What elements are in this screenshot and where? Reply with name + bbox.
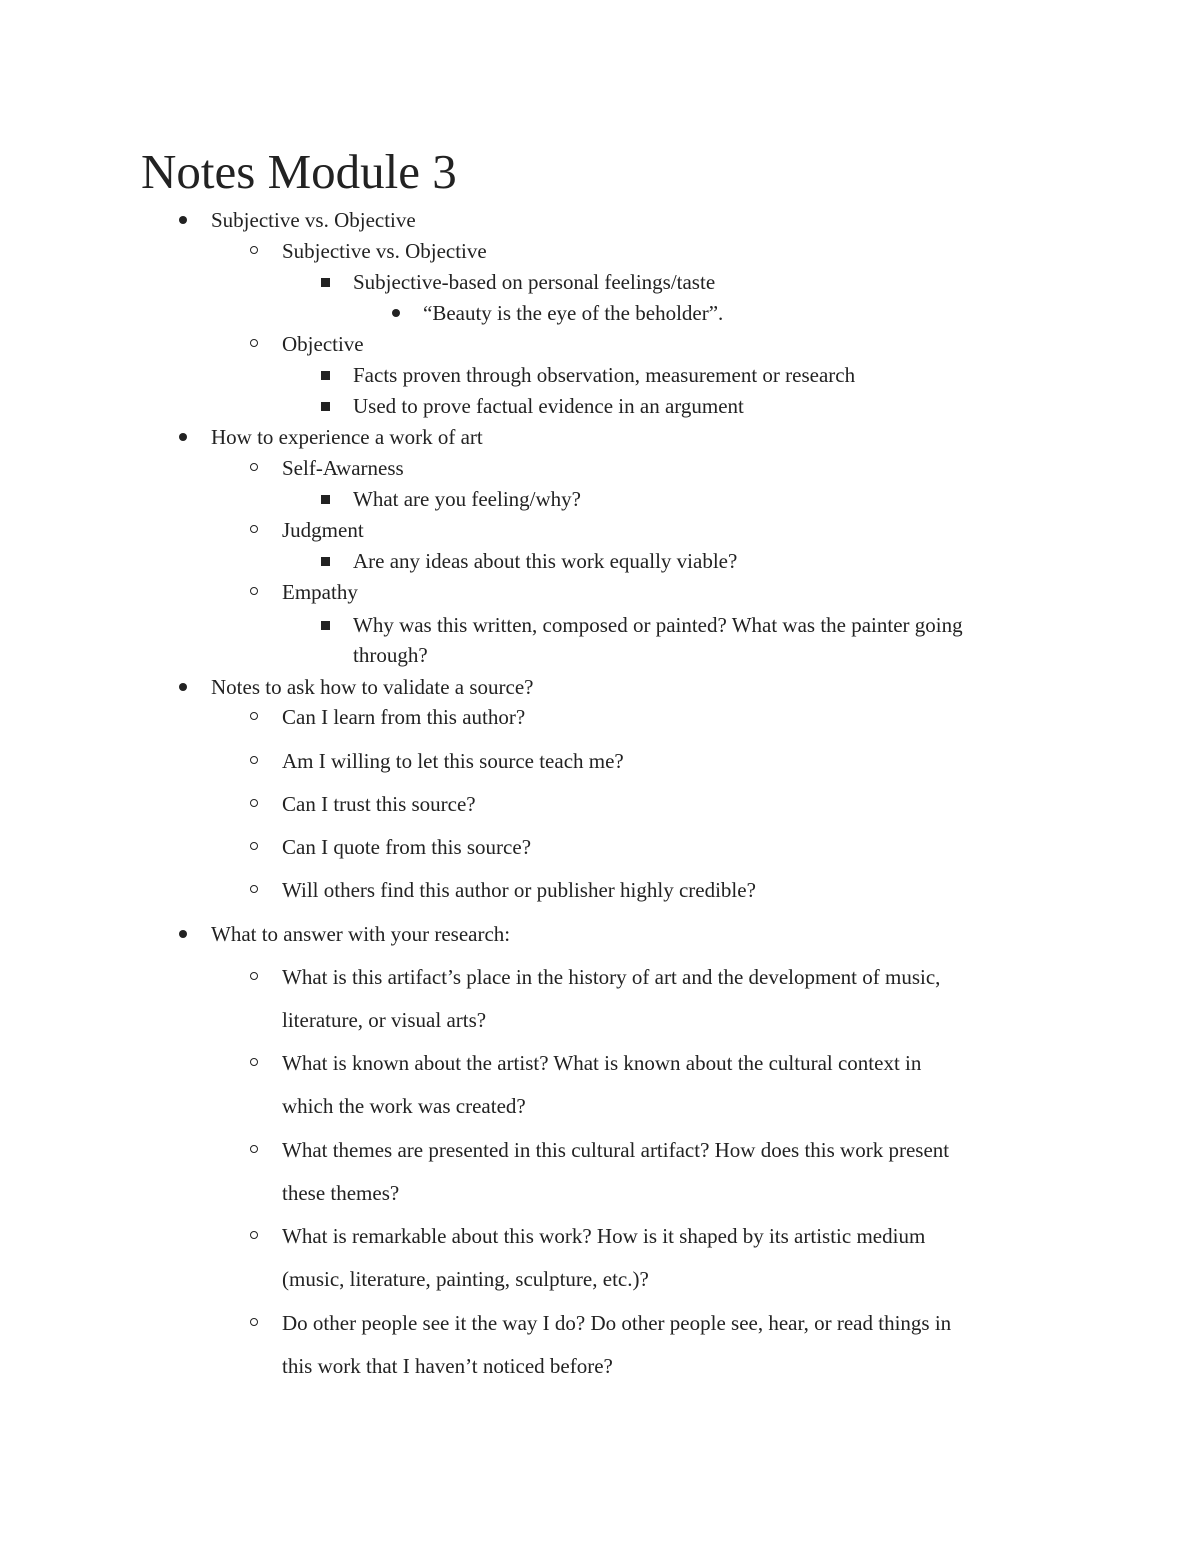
list-item: Why was this written, composed or painted? What was the painter going xyxy=(353,613,963,637)
list-item: Judgment xyxy=(282,518,364,542)
bullet-circle-icon xyxy=(250,1058,258,1066)
bullet-square-icon xyxy=(321,621,330,630)
list-item: Subjective vs. Objective xyxy=(282,239,487,263)
list-item: How to experience a work of art xyxy=(211,425,483,449)
bullet-square-icon xyxy=(321,278,330,287)
bullet-circle-icon xyxy=(250,756,258,764)
bullet-circle-icon xyxy=(250,842,258,850)
bullet-circle-icon xyxy=(250,339,258,347)
bullet-circle-icon xyxy=(250,972,258,980)
bullet-circle-icon xyxy=(250,712,258,720)
list-item-continuation: which the work was created? xyxy=(282,1094,526,1118)
list-item: What to answer with your research: xyxy=(211,922,511,946)
bullet-circle-icon xyxy=(250,799,258,807)
bullet-circle-icon xyxy=(250,246,258,254)
list-item: Objective xyxy=(282,332,364,356)
list-item: Used to prove factual evidence in an argument xyxy=(353,394,744,418)
list-item: What is this artifact’s place in the history of art and the development of music, xyxy=(282,965,941,989)
bullet-disc-icon xyxy=(179,930,187,938)
list-item: Will others find this author or publisher highly credible? xyxy=(282,878,756,902)
list-item: Self-Awarness xyxy=(282,456,404,480)
list-item-continuation: literature, or visual arts? xyxy=(282,1008,487,1032)
list-item: Subjective vs. Objective xyxy=(211,208,416,232)
bullet-square-icon xyxy=(321,402,330,411)
bullet-disc-icon xyxy=(392,309,400,317)
bullet-circle-icon xyxy=(250,587,258,595)
list-item-continuation: this work that I haven’t noticed before? xyxy=(282,1354,613,1378)
list-item: Subjective-based on personal feelings/taste xyxy=(353,270,716,294)
list-item-continuation: these themes? xyxy=(282,1181,400,1205)
list-item: What is remarkable about this work? How is it shaped by its artistic medium xyxy=(282,1224,926,1248)
bullet-circle-icon xyxy=(250,463,258,471)
bullet-circle-icon xyxy=(250,1231,258,1239)
bullet-disc-icon xyxy=(179,216,187,224)
list-item: Do other people see it the way I do? Do other people see, hear, or read things in xyxy=(282,1311,952,1335)
bullet-disc-icon xyxy=(179,433,187,441)
bullet-circle-icon xyxy=(250,1145,258,1153)
list-item: Can I learn from this author? xyxy=(282,705,526,729)
bullet-disc-icon xyxy=(179,683,187,691)
list-item: Notes to ask how to validate a source? xyxy=(211,675,534,699)
list-item: What themes are presented in this cultural artifact? How does this work present xyxy=(282,1138,950,1162)
list-item: Can I quote from this source? xyxy=(282,835,532,859)
list-item: Facts proven through observation, measurement or research xyxy=(353,363,856,387)
list-item: Are any ideas about this work equally viable? xyxy=(353,549,738,573)
list-item: Am I willing to let this source teach me? xyxy=(282,749,624,773)
bullet-circle-icon xyxy=(250,885,258,893)
list-item: Can I trust this source? xyxy=(282,792,476,816)
page-title: Notes Module 3 xyxy=(141,144,457,199)
list-item: Empathy xyxy=(282,580,358,604)
bullet-square-icon xyxy=(321,371,330,380)
list-item-continuation: through? xyxy=(353,643,428,667)
list-item: What are you feeling/why? xyxy=(353,487,581,511)
bullet-circle-icon xyxy=(250,1318,258,1326)
list-item-continuation: (music, literature, painting, sculpture, etc.)? xyxy=(282,1267,649,1291)
bullet-square-icon xyxy=(321,557,330,566)
list-item: “Beauty is the eye of the beholder”. xyxy=(423,301,724,325)
list-item: What is known about the artist? What is known about the cultural context in xyxy=(282,1051,922,1075)
bullet-square-icon xyxy=(321,495,330,504)
bullet-circle-icon xyxy=(250,525,258,533)
